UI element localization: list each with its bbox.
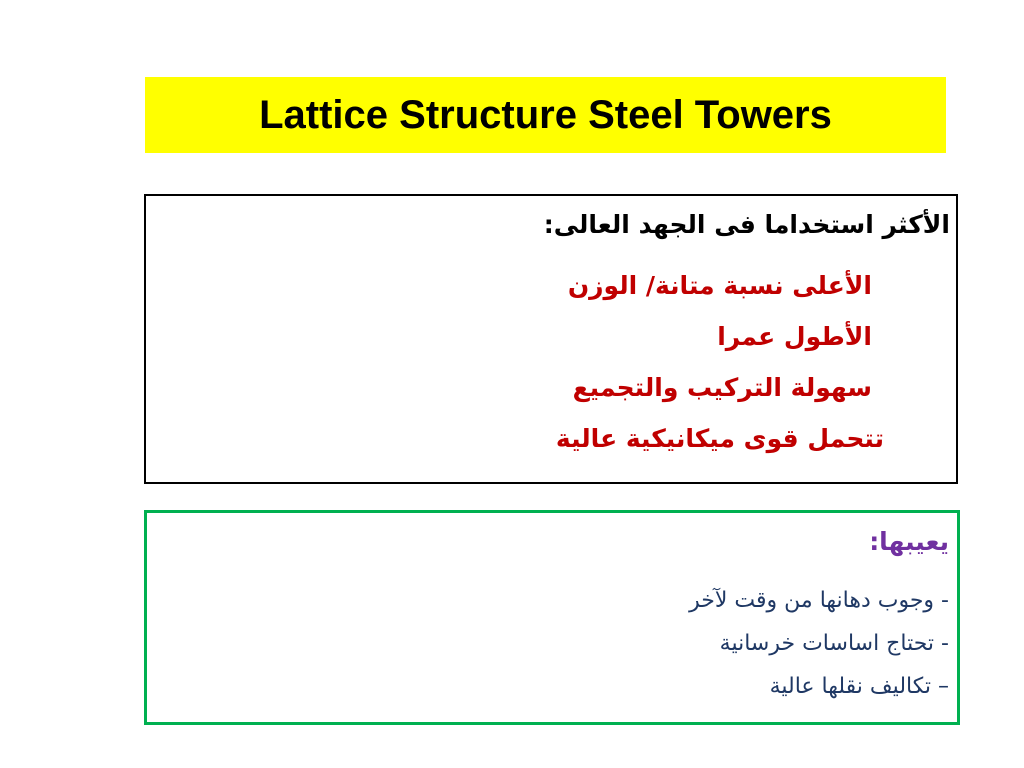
advantages-heading: الأكثر استخداما فى الجهد العالى: xyxy=(543,210,950,239)
advantage-item: تتحمل قوى ميكانيكية عالية xyxy=(555,424,884,453)
disadvantage-item: - تحتاج اساسات خرسانية xyxy=(719,631,949,656)
disadvantage-item: – تكاليف نقلها عالية xyxy=(769,674,949,699)
advantages-panel xyxy=(144,194,958,484)
disadvantages-panel xyxy=(144,510,960,725)
disadvantage-item: - وجوب دهانها من وقت لآخر xyxy=(689,588,949,613)
advantage-item: الأعلى نسبة متانة/ الوزن xyxy=(567,271,872,300)
title-banner xyxy=(145,77,946,153)
slide-title: Lattice Structure Steel Towers xyxy=(259,92,832,137)
advantages-list xyxy=(555,260,884,464)
disadvantages-list xyxy=(689,579,949,708)
advantage-item: سهولة التركيب والتجميع xyxy=(572,373,872,402)
advantage-item: الأطول عمرا xyxy=(717,322,872,351)
disadvantages-heading: يعيبها: xyxy=(869,527,949,556)
